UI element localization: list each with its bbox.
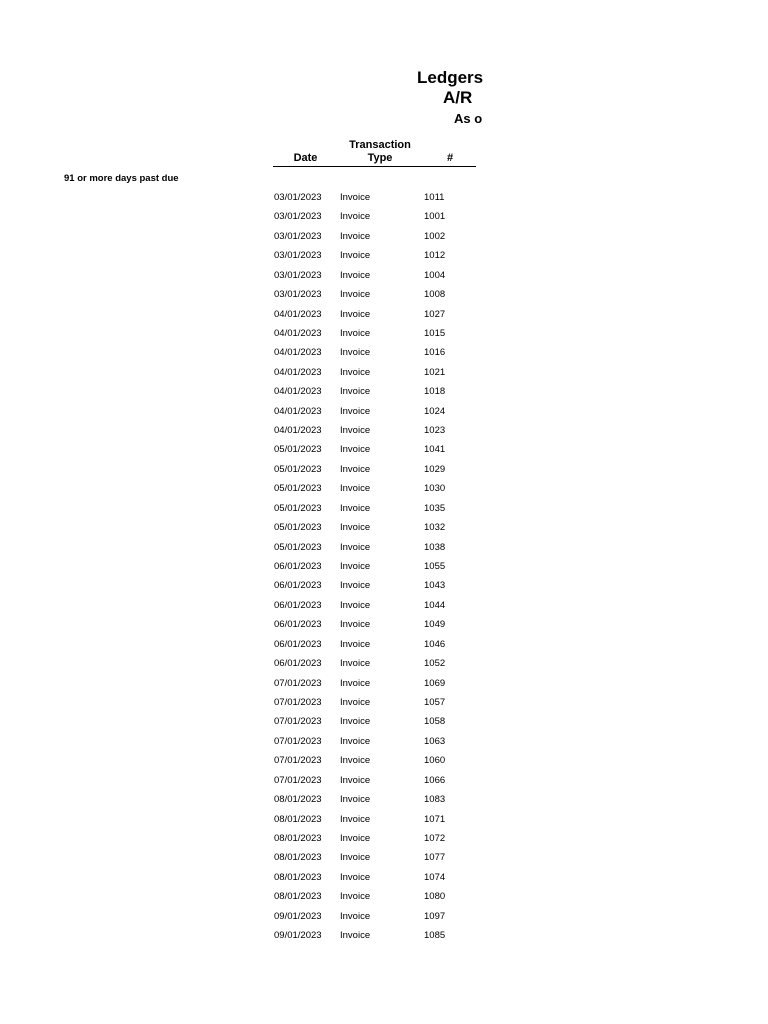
row-transaction-type: Invoice [340, 483, 371, 495]
row-date: 06/01/2023 [274, 638, 322, 650]
row-date: 05/01/2023 [274, 483, 322, 495]
row-date: 04/01/2023 [274, 308, 322, 320]
table-row [0, 402, 476, 421]
row-transaction-type: Invoice [340, 250, 371, 262]
table-row [0, 751, 476, 770]
row-transaction-type: Invoice [340, 696, 371, 708]
row-number: 1012 [424, 250, 446, 262]
row-date: 08/01/2023 [274, 794, 322, 806]
row-number: 1085 [424, 930, 446, 942]
row-date: 06/01/2023 [274, 619, 322, 631]
row-transaction-type: Invoice [340, 735, 371, 747]
row-number: 1008 [424, 289, 446, 301]
row-number: 1038 [424, 541, 446, 553]
table-row [0, 460, 476, 479]
row-transaction-type: Invoice [340, 522, 371, 534]
row-date: 04/01/2023 [274, 327, 322, 339]
row-date: 08/01/2023 [274, 813, 322, 825]
table-row [0, 324, 476, 343]
row-number: 1097 [424, 910, 446, 922]
table-row [0, 421, 476, 440]
row-date: 06/01/2023 [274, 580, 322, 592]
table-row [0, 829, 476, 848]
row-transaction-type: Invoice [340, 599, 371, 611]
table-row [0, 266, 476, 285]
row-date: 03/01/2023 [274, 250, 322, 262]
section-label: 91 or more days past due [64, 173, 179, 184]
row-number: 1060 [424, 755, 446, 767]
row-transaction-type: Invoice [340, 386, 371, 398]
row-number: 1046 [424, 638, 446, 650]
row-number: 1071 [424, 813, 446, 825]
table-row [0, 363, 476, 382]
row-number: 1027 [424, 308, 446, 320]
row-transaction-type: Invoice [340, 192, 371, 203]
row-number: 1002 [424, 230, 446, 242]
table-row [0, 188, 476, 207]
row-transaction-type: Invoice [340, 561, 371, 573]
table-row [0, 499, 476, 518]
header-rule [273, 166, 476, 167]
row-number: 1052 [424, 658, 446, 670]
row-number: 1029 [424, 463, 446, 475]
row-number: 1043 [424, 580, 446, 592]
row-date: 05/01/2023 [274, 522, 322, 534]
row-date: 04/01/2023 [274, 405, 322, 417]
row-transaction-type: Invoice [340, 230, 371, 242]
row-number: 1004 [424, 269, 446, 281]
table-row [0, 868, 476, 887]
column-header-date: Date [293, 152, 318, 164]
row-date: 04/01/2023 [274, 347, 322, 359]
row-date: 04/01/2023 [274, 425, 322, 437]
report-as-of-date: As o [454, 111, 483, 126]
table-row [0, 207, 476, 226]
table-row [0, 285, 476, 304]
row-number: 1049 [424, 619, 446, 631]
row-transaction-type: Invoice [340, 677, 371, 689]
row-number: 1080 [424, 891, 446, 903]
row-transaction-type: Invoice [340, 638, 371, 650]
table-row [0, 440, 476, 459]
row-date: 06/01/2023 [274, 561, 322, 573]
table-row [0, 246, 476, 265]
column-header-type: Type [367, 152, 393, 164]
row-transaction-type: Invoice [340, 891, 371, 903]
row-number: 1021 [424, 366, 446, 378]
row-transaction-type: Invoice [340, 755, 371, 767]
row-date: 06/01/2023 [274, 658, 322, 670]
row-date: 09/01/2023 [274, 930, 322, 942]
row-number: 1016 [424, 347, 446, 359]
row-date: 05/01/2023 [274, 541, 322, 553]
row-date: 07/01/2023 [274, 696, 322, 708]
row-transaction-type: Invoice [340, 871, 371, 883]
table-row [0, 887, 476, 906]
row-number: 1041 [424, 444, 446, 456]
row-date: 07/01/2023 [274, 755, 322, 767]
row-transaction-type: Invoice [340, 347, 371, 359]
row-date: 07/01/2023 [274, 716, 322, 728]
row-transaction-type: Invoice [340, 794, 371, 806]
table-row [0, 674, 476, 693]
row-transaction-type: Invoice [340, 463, 371, 475]
table-row [0, 790, 476, 809]
row-date: 03/01/2023 [274, 211, 322, 223]
table-row [0, 810, 476, 829]
row-date: 08/01/2023 [274, 891, 322, 903]
row-number: 1001 [424, 211, 446, 223]
table-row [0, 596, 476, 615]
row-transaction-type: Invoice [340, 327, 371, 339]
row-number: 1072 [424, 832, 446, 844]
row-transaction-type: Invoice [340, 308, 371, 320]
table-row [0, 635, 476, 654]
row-number: 1011 [424, 192, 445, 203]
table-row [0, 382, 476, 401]
row-date: 05/01/2023 [274, 444, 322, 456]
row-transaction-type: Invoice [340, 619, 371, 631]
table-row [0, 654, 476, 673]
row-date: 03/01/2023 [274, 192, 322, 203]
column-header-num: # [446, 152, 454, 164]
row-number: 1058 [424, 716, 446, 728]
row-transaction-type: Invoice [340, 502, 371, 514]
report-subtitle: A/R [443, 88, 473, 107]
row-transaction-type: Invoice [340, 832, 371, 844]
row-number: 1069 [424, 677, 446, 689]
row-date: 04/01/2023 [274, 386, 322, 398]
table-row [0, 732, 476, 751]
table-row [0, 305, 476, 324]
table-row [0, 926, 476, 945]
table-row [0, 693, 476, 712]
row-transaction-type: Invoice [340, 444, 371, 456]
row-number: 1030 [424, 483, 446, 495]
row-number: 1035 [424, 502, 446, 514]
row-number: 1063 [424, 735, 446, 747]
row-number: 1077 [424, 852, 446, 864]
row-number: 1083 [424, 794, 446, 806]
row-date: 04/01/2023 [274, 366, 322, 378]
table-row [0, 848, 476, 867]
row-transaction-type: Invoice [340, 716, 371, 728]
row-transaction-type: Invoice [340, 289, 371, 301]
row-transaction-type: Invoice [340, 366, 371, 378]
table-row [0, 907, 476, 926]
row-number: 1023 [424, 425, 446, 437]
row-date: 08/01/2023 [274, 832, 322, 844]
row-number: 1018 [424, 386, 446, 398]
table-row [0, 343, 476, 362]
row-transaction-type: Invoice [340, 658, 371, 670]
row-date: 05/01/2023 [274, 502, 322, 514]
table-row [0, 557, 476, 576]
row-date: 06/01/2023 [274, 599, 322, 611]
row-date: 05/01/2023 [274, 463, 322, 475]
row-transaction-type: Invoice [340, 930, 371, 942]
row-transaction-type: Invoice [340, 580, 371, 592]
row-number: 1074 [424, 871, 446, 883]
row-transaction-type: Invoice [340, 269, 371, 281]
row-number: 1057 [424, 696, 446, 708]
row-transaction-type: Invoice [340, 910, 371, 922]
row-transaction-type: Invoice [340, 541, 371, 553]
row-date: 09/01/2023 [274, 910, 322, 922]
table-row [0, 771, 476, 790]
row-number: 1044 [424, 599, 446, 611]
row-date: 07/01/2023 [274, 735, 322, 747]
row-number: 1024 [424, 405, 446, 417]
transaction-table [0, 188, 476, 945]
column-header-transaction: Transaction [349, 139, 411, 151]
report-title: Ledgers [417, 68, 484, 87]
row-date: 07/01/2023 [274, 774, 322, 786]
table-row [0, 227, 476, 246]
table-row [0, 479, 476, 498]
row-date: 03/01/2023 [274, 289, 322, 301]
row-date: 03/01/2023 [274, 230, 322, 242]
row-transaction-type: Invoice [340, 852, 371, 864]
table-row [0, 712, 476, 731]
row-transaction-type: Invoice [340, 425, 371, 437]
row-date: 08/01/2023 [274, 852, 322, 864]
table-row [0, 576, 476, 595]
row-date: 03/01/2023 [274, 269, 322, 281]
row-number: 1032 [424, 522, 446, 534]
row-number: 1066 [424, 774, 446, 786]
row-transaction-type: Invoice [340, 405, 371, 417]
table-row [0, 538, 476, 557]
table-row [0, 518, 476, 537]
row-transaction-type: Invoice [340, 211, 371, 223]
row-transaction-type: Invoice [340, 813, 371, 825]
row-number: 1055 [424, 561, 446, 573]
row-date: 07/01/2023 [274, 677, 322, 689]
table-row [0, 615, 476, 634]
row-transaction-type: Invoice [340, 774, 371, 786]
row-number: 1015 [424, 327, 446, 339]
row-date: 08/01/2023 [274, 871, 322, 883]
